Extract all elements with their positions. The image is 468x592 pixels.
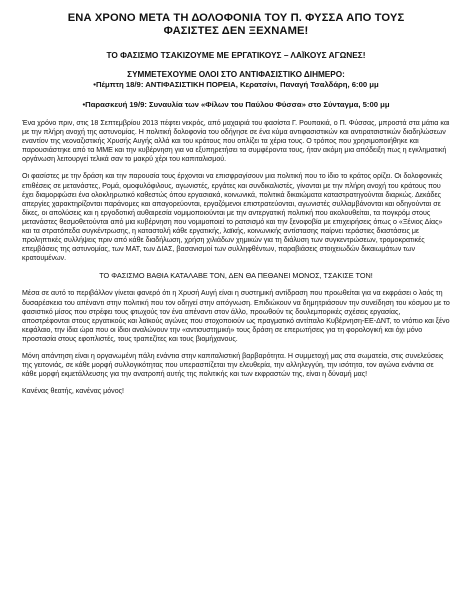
paragraph-intro: Ένα χρόνο πριν, στις 18 Σεπτεμβρίου 2013 πέφτει νεκρός, από μαχαιριά του φασίστα Γ. Ρουπακιά, ο Π. Φύσσας, μπροστά στα μάτια και με την πλήρη ανοχή της αστυνομίας. Η πολιτική δολοφονία του οδήγησε σε ένα κύμα αντιφασιστικών και αντιρατσιστικών διαδηλώσεων εναντίον της νεοναζιστικής Χρυσής Αυγής αλλά και του κράτους που οπλίζει τα χέρια τους. Ο τρόπος που χρησιμοποιήθηκε και παρουσιάστηκε από τα ΜΜΕ και την κυβέρνηση για να εξυπηρετήσει τα συμφέροντα τους, ήταν ακόμη μια απόδειξη πως η εγκληματική οργάνωση λειτουργεί τελικά σαν το μακρύ χέρι του καπιταλισμού. [22, 119, 450, 164]
event-march: •Πέμπτη 18/9: ΑΝΤΙΦΑΣΙΣΤΙΚΗ ΠΟΡΕΙΑ, Κερατσίνι, Παναγή Τσαλδάρη, 6:00 μμ [93, 80, 379, 89]
paragraph-response: Μόνη απάντηση είναι η οργανωμένη πάλη ενάντια στην καπιταλιστική βαρβαρότητα. Η συμμετοχή μας στα σωματεία, στις συνελεύσεις της γειτονιάς, σε κάθε μορφή συλλογικότητας που υπερασπίζεται την ελευθερία, την αλληλεγγύη, την ισότητα, τον αγώνα ενάντια σε κάθε μορφή εκμετάλλευσης για την ανατροπή αυτής της πολιτικής και των εκφραστών της, είναι η δύναμή μας! [22, 351, 444, 379]
title-line-1: ΕΝΑ ΧΡΟΝΟ ΜΕΤΑ ΤΗ ΔΟΛΟΦΟΝΙΑ ΤΟΥ Π. ΦΥΣΣΑ ΑΠΟ ΤΟΥΣ [67, 12, 405, 24]
closing-line: Κανένας θεατής, κανένας μόνος! [22, 387, 125, 396]
paragraph-golden-dawn: Μέσα σε αυτό το περιβάλλον γίνεται φανερό ότι η Χρυσή Αυγή είναι η συστημική αντίδραση που προωθείται για να εκφράσει ο λαός τη δυσαρέσκεια του απέναντι στην πολιτική που τον οδηγεί στην απόγνωση. Επιδιώκουν να δημητριάσουν την συνείδηση του κόσμου με το φασιστικό μίσος που στρέφει τους φτωχούς τον ένα απέναντι στον άλλο, προωθούν τις δουλεμπορικές σχέσεις εργασίας, αποστρέφονται στους εργατικούς και λαϊκούς αγώνες που στοχοποιούν ως πραγματικό αντίπαλο Κυβέρνηση-ΕΕ-ΔΝΤ, το ντόπιο και ξένο κεφάλαιο, την ίδια ώρα που οι ίδιοι αναλώνουν την «αντισυστημική» τους δράση σε επερωτήσεις για τη φορολογική και όχι μόνο προστασία στους εφοπλιστές, τους τραπεζίτες και τους βιομήχανους. [22, 289, 450, 343]
document-title [22, 12, 450, 38]
paragraph-state: Οι φασίστες με την δράση και την παρουσία τους έρχονται να επισφραγίσουν μια πολιτική που το ίδιο το κράτος ορίζει. Οι δολοφονικές επιθέσεις σε μετανάστες, Ρομά, ομοφυλόφιλους, αγωνιστές, εργάτες και συνδικαλιστές, γίνονται με την πλήρη ανοχή του κράτους που έχει διαμορφώσει ένα ολοκληρωτικό καθεστώς όπου εργασιακά, κοινωνικά, πολιτικά δικαιώματα καταστρατηγούνται διαρκώς. Δεκάδες απεργίες χαρακτηρίζονται παράνομες και απαγορεύονται, εργαζόμενοι επιστρατεύονται, αγωνιστές συλλαμβάνονται και οδηγούνται σε δίκες, οι απολύσεις και η εργοδοτική αυθαιρεσία νομιμοποιούνται με την αντεργατική πολιτική που ακολουθείται, τα πογκρόμ στους μετανάστες θεσμοθετούνται από μια κυβέρνηση που νομιμοποιεί το ρατσισμό και την ξενοφοβία με επιχειρήσεις όπως ο «Ξένιος Δίας» και τα στρατόπεδα συγκέντρωσης, η καταστολή κάθε εργατικής, λαϊκής, κοινωνικής αντίστασης παίρνει τεράστιες διαστάσεις με προληπτικές συλλήψεις πριν από κάθε διαδήλωση, χρήση χιλιάδων χημικών για τη διάλυση των συγκεντρώσεων, τρομοκρατικές επεμβάσεις της αστυνομίας, των ΜΑΤ, των ΔΙΑΣ, βασανισμοί των συλληφθέντων, παραβιάσεις στοιχειωδών δικαιωμάτων των κρατουμένων. [22, 172, 443, 263]
slogan-center: ΤΟ ΦΑΣΙΣΜΟ ΒΑΘΙΑ ΚΑΤΑΛΑΒΕ ΤΟΝ, ΔΕΝ ΘΑ ΠΕΘΑΝΕΙ ΜΟΝΟΣ, ΤΣΑΚΙΣΕ ΤΟΝ! [99, 271, 373, 281]
slogan-headline: ΤΟ ΦΑΣΙΣΜΟ ΤΣΑΚΙΖΟΥΜΕ ΜΕ ΕΡΓΑΤΙΚΟΥΣ – ΛΑΪΚΟΥΣ ΑΓΩΝΕΣ! [106, 50, 366, 60]
event-concert: •Παρασκευή 19/9: Συναυλία των «Φίλων του Παύλου Φύσσα» στο Σύνταγμα, 5:00 μμ [82, 100, 390, 109]
call-to-action: ΣΥΜΜΕΤΕΧΟΥΜΕ ΟΛΟΙ ΣΤΟ ΑΝΤΙΦΑΣΙΣΤΙΚΟ ΔΙΗΜΕΡΟ: [127, 70, 345, 79]
title-line-2: ΦΑΣΙΣΤΕΣ ΔΕΝ ΞΕΧΝΑΜΕ! [163, 25, 309, 37]
